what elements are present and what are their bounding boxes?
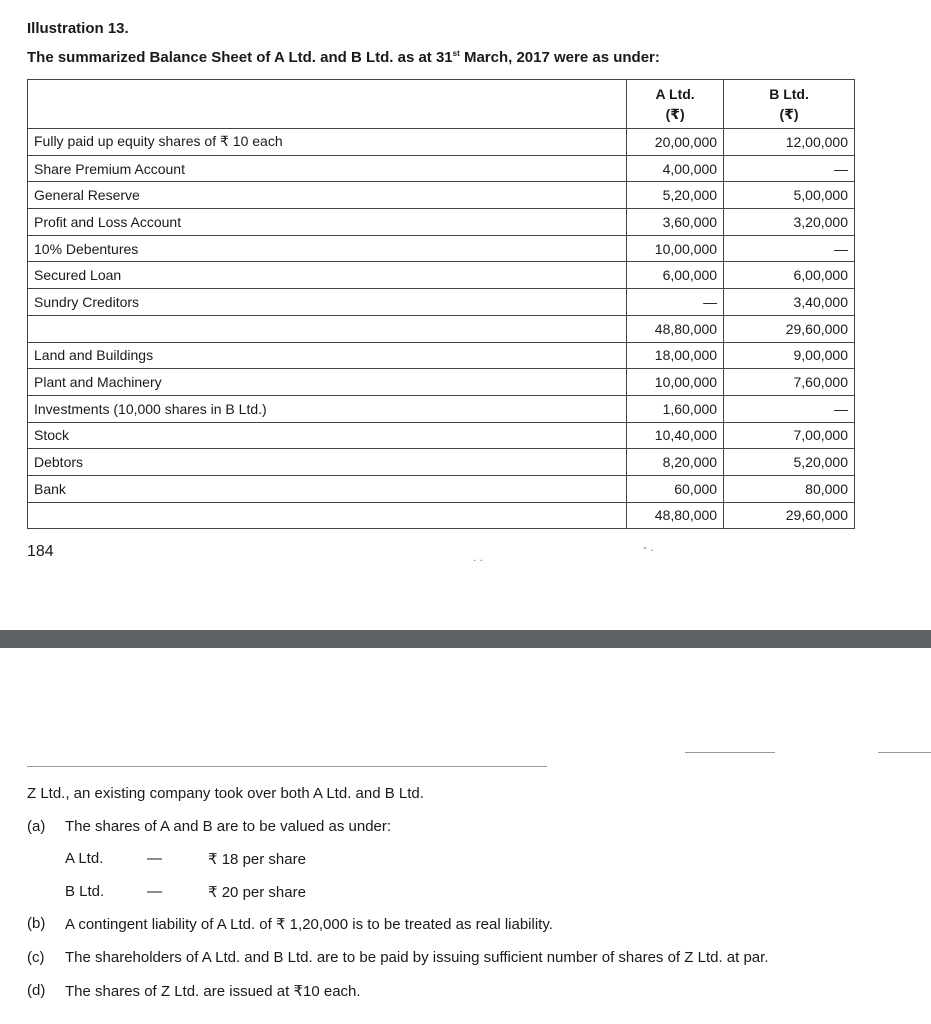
divider-line bbox=[878, 752, 931, 753]
table-row bbox=[28, 129, 855, 156]
row-label: Bank bbox=[28, 475, 627, 502]
b-ltd-value: 3,20,000 bbox=[724, 209, 855, 236]
table-row bbox=[28, 155, 855, 182]
question-item-c bbox=[27, 949, 917, 969]
page-separator-bar bbox=[0, 630, 931, 648]
table-row bbox=[28, 182, 855, 209]
valuation-value: ₹ 18 per share bbox=[208, 851, 306, 868]
valuation-company: A Ltd. bbox=[65, 850, 104, 867]
table-row bbox=[28, 315, 855, 342]
row-label: Land and Buildings bbox=[28, 342, 627, 369]
a-ltd-value: 60,000 bbox=[627, 475, 724, 502]
table-row bbox=[28, 369, 855, 396]
header-a-currency: (₹) bbox=[665, 106, 685, 122]
valuation-dash: — bbox=[147, 883, 162, 900]
a-ltd-value: 20,00,000 bbox=[627, 129, 724, 156]
item-label: (c) bbox=[27, 949, 45, 966]
balance-sheet-table bbox=[27, 79, 855, 529]
heading-text-start: The summarized Balance Sheet of A Ltd. and B Ltd. as at 31 bbox=[27, 49, 453, 66]
balance-sheet-heading bbox=[27, 49, 660, 66]
row-label: General Reserve bbox=[28, 182, 627, 209]
a-ltd-value: 10,00,000 bbox=[627, 235, 724, 262]
b-ltd-value: 9,00,000 bbox=[724, 342, 855, 369]
b-ltd-value: 5,00,000 bbox=[724, 182, 855, 209]
a-ltd-value: 4,00,000 bbox=[627, 155, 724, 182]
valuation-value: ₹ 20 per share bbox=[208, 884, 306, 901]
table-row bbox=[28, 209, 855, 236]
divider-line bbox=[27, 766, 547, 767]
table-row bbox=[28, 475, 855, 502]
valuation-dash: — bbox=[147, 850, 162, 867]
item-text: A contingent liability of A Ltd. of ₹ 1,20,000 is to be treated as real liability. bbox=[65, 916, 553, 933]
b-ltd-value: 7,00,000 bbox=[724, 422, 855, 449]
b-ltd-value: 3,40,000 bbox=[724, 289, 855, 316]
row-label: Stock bbox=[28, 422, 627, 449]
question-intro: Z Ltd., an existing company took over both A Ltd. and B Ltd. bbox=[27, 785, 424, 802]
table-row bbox=[28, 395, 855, 422]
table-row bbox=[28, 422, 855, 449]
item-label: (b) bbox=[27, 915, 46, 932]
header-b-currency: (₹) bbox=[779, 106, 799, 122]
table-row bbox=[28, 289, 855, 316]
header-a-label: A Ltd. bbox=[655, 86, 695, 102]
b-ltd-value: 29,60,000 bbox=[724, 502, 855, 529]
question-item-a bbox=[27, 818, 917, 838]
a-ltd-value: 3,60,000 bbox=[627, 209, 724, 236]
table-row bbox=[28, 235, 855, 262]
item-text: The shareholders of A Ltd. and B Ltd. are to be paid by issuing sufficient number of shares of Z Ltd. at par. bbox=[65, 949, 769, 966]
b-ltd-value: 6,00,000 bbox=[724, 262, 855, 289]
a-ltd-value: 10,40,000 bbox=[627, 422, 724, 449]
table-row bbox=[28, 449, 855, 476]
a-ltd-value: 18,00,000 bbox=[627, 342, 724, 369]
item-text: The shares of A and B are to be valued as under: bbox=[65, 818, 392, 835]
b-ltd-value: 5,20,000 bbox=[724, 449, 855, 476]
question-item-d bbox=[27, 982, 917, 1002]
b-ltd-value: 7,60,000 bbox=[724, 369, 855, 396]
item-label: (d) bbox=[27, 982, 46, 999]
b-ltd-value: — bbox=[724, 155, 855, 182]
row-label: Share Premium Account bbox=[28, 155, 627, 182]
b-ltd-value: 80,000 bbox=[724, 475, 855, 502]
header-particulars bbox=[28, 80, 627, 129]
a-ltd-value: 1,60,000 bbox=[627, 395, 724, 422]
item-label: (a) bbox=[27, 818, 46, 835]
table-header-row bbox=[28, 80, 855, 129]
a-ltd-value: 48,80,000 bbox=[627, 315, 724, 342]
question-item-b bbox=[27, 915, 917, 935]
heading-superscript: st bbox=[452, 49, 460, 58]
b-ltd-value: — bbox=[724, 395, 855, 422]
scan-artifact: - . bbox=[643, 540, 654, 554]
row-label bbox=[28, 315, 627, 342]
a-ltd-value: 5,20,000 bbox=[627, 182, 724, 209]
row-label: Profit and Loss Account bbox=[28, 209, 627, 236]
row-label: Sundry Creditors bbox=[28, 289, 627, 316]
divider-line bbox=[685, 752, 775, 753]
row-label: Debtors bbox=[28, 449, 627, 476]
row-label: Investments (10,000 shares in B Ltd.) bbox=[28, 395, 627, 422]
header-b-label: B Ltd. bbox=[769, 86, 809, 102]
row-label: 10% Debentures bbox=[28, 235, 627, 262]
table-row bbox=[28, 342, 855, 369]
a-ltd-value: 10,00,000 bbox=[627, 369, 724, 396]
table-row bbox=[28, 262, 855, 289]
illustration-title: Illustration 13. bbox=[27, 20, 129, 37]
b-ltd-value: 12,00,000 bbox=[724, 129, 855, 156]
b-ltd-value: — bbox=[724, 235, 855, 262]
item-text: The shares of Z Ltd. are issued at ₹10 each. bbox=[65, 983, 361, 1000]
table-row bbox=[28, 502, 855, 529]
a-ltd-value: 48,80,000 bbox=[627, 502, 724, 529]
row-label bbox=[28, 502, 627, 529]
scan-artifact: . . bbox=[473, 550, 484, 564]
row-label: Secured Loan bbox=[28, 262, 627, 289]
page-number: 184 bbox=[27, 543, 54, 560]
a-ltd-value: — bbox=[627, 289, 724, 316]
valuation-company: B Ltd. bbox=[65, 883, 105, 900]
header-b-ltd bbox=[724, 80, 855, 129]
header-a-ltd bbox=[627, 80, 724, 129]
row-label: Plant and Machinery bbox=[28, 369, 627, 396]
b-ltd-value: 29,60,000 bbox=[724, 315, 855, 342]
row-label: Fully paid up equity shares of ₹ 10 each bbox=[28, 129, 627, 156]
heading-text-end: March, 2017 were as under: bbox=[459, 49, 660, 66]
a-ltd-value: 6,00,000 bbox=[627, 262, 724, 289]
a-ltd-value: 8,20,000 bbox=[627, 449, 724, 476]
